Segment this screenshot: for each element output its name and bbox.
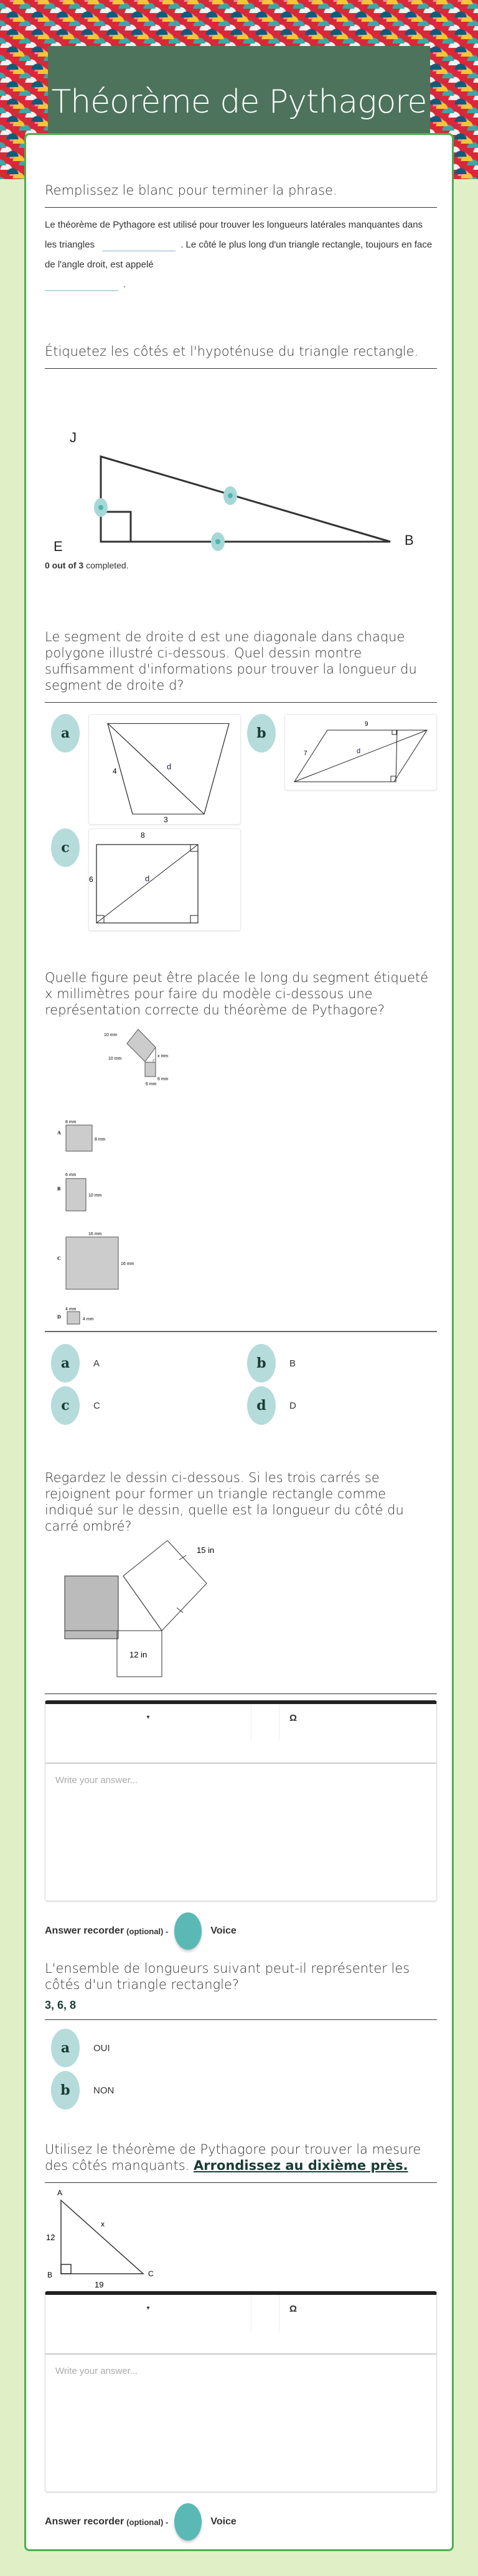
answer-recorder: Answer recorder (optional) - Voice bbox=[45, 1912, 437, 1950]
answer-recorder: Answer recorder (optional) - Voice bbox=[45, 2503, 437, 2541]
svg-text:8: 8 bbox=[141, 831, 145, 840]
option-b-label: B bbox=[289, 1358, 296, 1369]
option-b[interactable] bbox=[51, 2071, 437, 2110]
question-title: Quelle figure peut être placée le long du segment étiqueté x millimètres pour faire du modèle ci-dessous une représentation correcte du théorème de Pythagore? bbox=[45, 970, 429, 1017]
option-b-badge[interactable]: b bbox=[51, 2071, 80, 2110]
text-segment: . bbox=[123, 279, 126, 290]
option-a-badge[interactable]: a bbox=[51, 714, 80, 753]
worksheet-card bbox=[24, 133, 454, 2551]
special-characters-omega-icon[interactable]: Ω bbox=[289, 2304, 298, 2314]
option-a[interactable] bbox=[51, 2029, 437, 2067]
length-set: 3, 6, 8 bbox=[45, 1999, 437, 2020]
text-segment: . Le côté le plus long d'un triangle rectangle, toujours en face de l'angle droit, est appelé bbox=[45, 239, 433, 270]
svg-text:10 mm: 10 mm bbox=[104, 1033, 118, 1037]
option-c[interactable] bbox=[51, 1386, 100, 1425]
option-b-label: NON bbox=[93, 2085, 115, 2096]
text-segment: Le théorème de Pythagore est utilisé pour trouver les longueurs latérales manquantes dans les triangles bbox=[45, 220, 423, 250]
svg-text:10 mm: 10 mm bbox=[88, 1193, 102, 1198]
format-dropdown[interactable]: ▾ bbox=[146, 1714, 150, 1721]
svg-text:B: B bbox=[57, 1186, 61, 1192]
svg-text:8 mm: 8 mm bbox=[95, 1137, 106, 1142]
svg-text:7: 7 bbox=[304, 750, 307, 757]
option-c-image[interactable] bbox=[88, 828, 241, 931]
option-b-badge[interactable]: b bbox=[247, 714, 276, 753]
vertex-j-label: J bbox=[70, 430, 77, 445]
option-c-label: C bbox=[93, 1400, 100, 1411]
svg-text:8 mm: 8 mm bbox=[65, 1120, 77, 1124]
progress-text: 0 out of 3 completed. bbox=[45, 560, 129, 570]
option-a-label: A bbox=[93, 1358, 100, 1369]
svg-text:D: D bbox=[57, 1314, 61, 1320]
page-title: Théorème de Pythagore bbox=[51, 83, 427, 121]
format-dropdown[interactable]: ▾ bbox=[146, 2305, 150, 2312]
rounding-instruction: Arrondissez au dixième près. bbox=[194, 2158, 408, 2173]
option-b[interactable] bbox=[247, 1344, 296, 1383]
option-b-image[interactable] bbox=[284, 714, 437, 790]
svg-text:9: 9 bbox=[365, 721, 368, 728]
question-diagonal bbox=[45, 629, 437, 952]
question-shaded-square bbox=[45, 1470, 437, 1950]
editor-toolbar bbox=[45, 1704, 436, 1764]
option-b-badge[interactable]: b bbox=[247, 1344, 276, 1383]
voice-record-button[interactable] bbox=[174, 1912, 202, 1950]
vertex-e-label: E bbox=[54, 539, 63, 554]
svg-text:C: C bbox=[57, 1256, 61, 1261]
question-find-missing-side bbox=[45, 2141, 437, 2541]
option-a-badge[interactable]: a bbox=[51, 1344, 80, 1383]
question-title: Utilisez le théorème de Pythagore pour trouver la mesure des côtés manquants. Arrondissez au dixième près. bbox=[45, 2141, 437, 2183]
option-a-label: OUI bbox=[93, 2042, 110, 2054]
svg-text:16 mm: 16 mm bbox=[88, 1232, 102, 1236]
right-triangle-jeb-diagram bbox=[45, 374, 437, 560]
question-title: Étiquetez les côtés et l'hypoténuse du triangle rectangle. bbox=[45, 343, 437, 369]
option-d-label: D bbox=[289, 1400, 296, 1411]
svg-text:12 in: 12 in bbox=[129, 1650, 148, 1659]
drop-target-side-eb[interactable] bbox=[211, 532, 225, 551]
svg-text:d: d bbox=[167, 762, 172, 771]
voice-record-button[interactable] bbox=[174, 2503, 202, 2541]
question-right-triangle-set bbox=[45, 1960, 437, 2110]
voice-label: Voice bbox=[210, 2516, 237, 2527]
question-title: Le segment de droite d est une diagonale dans chaque polygone illustré ci-dessous. Quel dessin montre suffisamment d'informations pour trouver la longueur du segment de droite d? bbox=[45, 629, 437, 703]
special-characters-omega-icon[interactable]: Ω bbox=[289, 1713, 298, 1723]
option-a-badge[interactable]: a bbox=[51, 2029, 80, 2067]
svg-text:6 mm: 6 mm bbox=[157, 1077, 169, 1082]
svg-text:x mm: x mm bbox=[157, 1054, 169, 1059]
option-a-image[interactable] bbox=[88, 714, 241, 825]
question-label-triangle bbox=[45, 343, 437, 570]
svg-text:4: 4 bbox=[113, 767, 117, 776]
svg-text:6 mm: 6 mm bbox=[65, 1173, 77, 1177]
triangle-abc-diagram bbox=[45, 2187, 437, 2289]
rich-text-answer-editor bbox=[45, 1700, 437, 1901]
question-fill-blank bbox=[45, 182, 437, 295]
svg-text:6 mm: 6 mm bbox=[146, 1082, 157, 1086]
option-c-badge[interactable]: c bbox=[51, 1386, 80, 1425]
svg-text:d: d bbox=[357, 748, 361, 755]
toolbar-separator bbox=[251, 2295, 279, 2332]
svg-text:12: 12 bbox=[46, 2233, 55, 2242]
answer-textarea[interactable]: Write your answer... bbox=[55, 2366, 138, 2376]
question-title: Regardez le dessin ci-dessous. Si les trois carrés se rejoignent pour former un triangle rectangle comme indiqué sur le dessin, quelle est la longueur du côté du carré ombré? bbox=[45, 1470, 404, 1534]
blank-input-1[interactable] bbox=[102, 239, 176, 251]
question-title: L'ensemble de longueurs suivant peut-il représenter les côtés d'un triangle rectangle? bbox=[45, 1961, 410, 1992]
question-title: Remplissez le blanc pour terminer la phrase. bbox=[45, 182, 437, 208]
drop-target-side-je[interactable] bbox=[94, 498, 108, 517]
drop-target-hypotenuse[interactable] bbox=[223, 486, 237, 505]
question-pythagore-model bbox=[45, 970, 437, 1412]
svg-text:4 mm: 4 mm bbox=[83, 1317, 94, 1322]
svg-text:A: A bbox=[57, 2189, 63, 2197]
pythagore-model-figure bbox=[45, 1021, 437, 1369]
editor-toolbar bbox=[45, 2295, 436, 2355]
svg-text:6: 6 bbox=[89, 875, 93, 884]
three-squares-diagram bbox=[45, 1539, 437, 1689]
answer-textarea[interactable]: Write your answer... bbox=[55, 1775, 138, 1786]
svg-text:4 mm: 4 mm bbox=[65, 1307, 77, 1312]
option-d[interactable] bbox=[247, 1386, 296, 1425]
svg-text:3: 3 bbox=[164, 815, 168, 824]
svg-text:d: d bbox=[145, 874, 150, 883]
option-d-badge[interactable]: d bbox=[247, 1386, 276, 1425]
option-a[interactable] bbox=[51, 1344, 100, 1383]
rich-text-answer-editor bbox=[45, 2291, 437, 2492]
svg-text:19: 19 bbox=[95, 2280, 104, 2289]
svg-text:16 mm: 16 mm bbox=[121, 1262, 134, 1266]
option-c-badge[interactable]: c bbox=[51, 828, 80, 867]
svg-text:A: A bbox=[57, 1130, 61, 1136]
svg-text:x: x bbox=[101, 2220, 105, 2228]
svg-text:10 mm: 10 mm bbox=[108, 1057, 122, 1061]
toolbar-separator bbox=[251, 1704, 279, 1741]
vertex-b-label: B bbox=[405, 532, 414, 548]
question-body bbox=[45, 215, 437, 295]
svg-text:C: C bbox=[148, 2269, 154, 2278]
svg-text:B: B bbox=[47, 2271, 53, 2279]
svg-text:15 in: 15 in bbox=[197, 1545, 215, 1555]
blank-input-2[interactable] bbox=[45, 279, 118, 291]
voice-label: Voice bbox=[210, 1925, 237, 1936]
